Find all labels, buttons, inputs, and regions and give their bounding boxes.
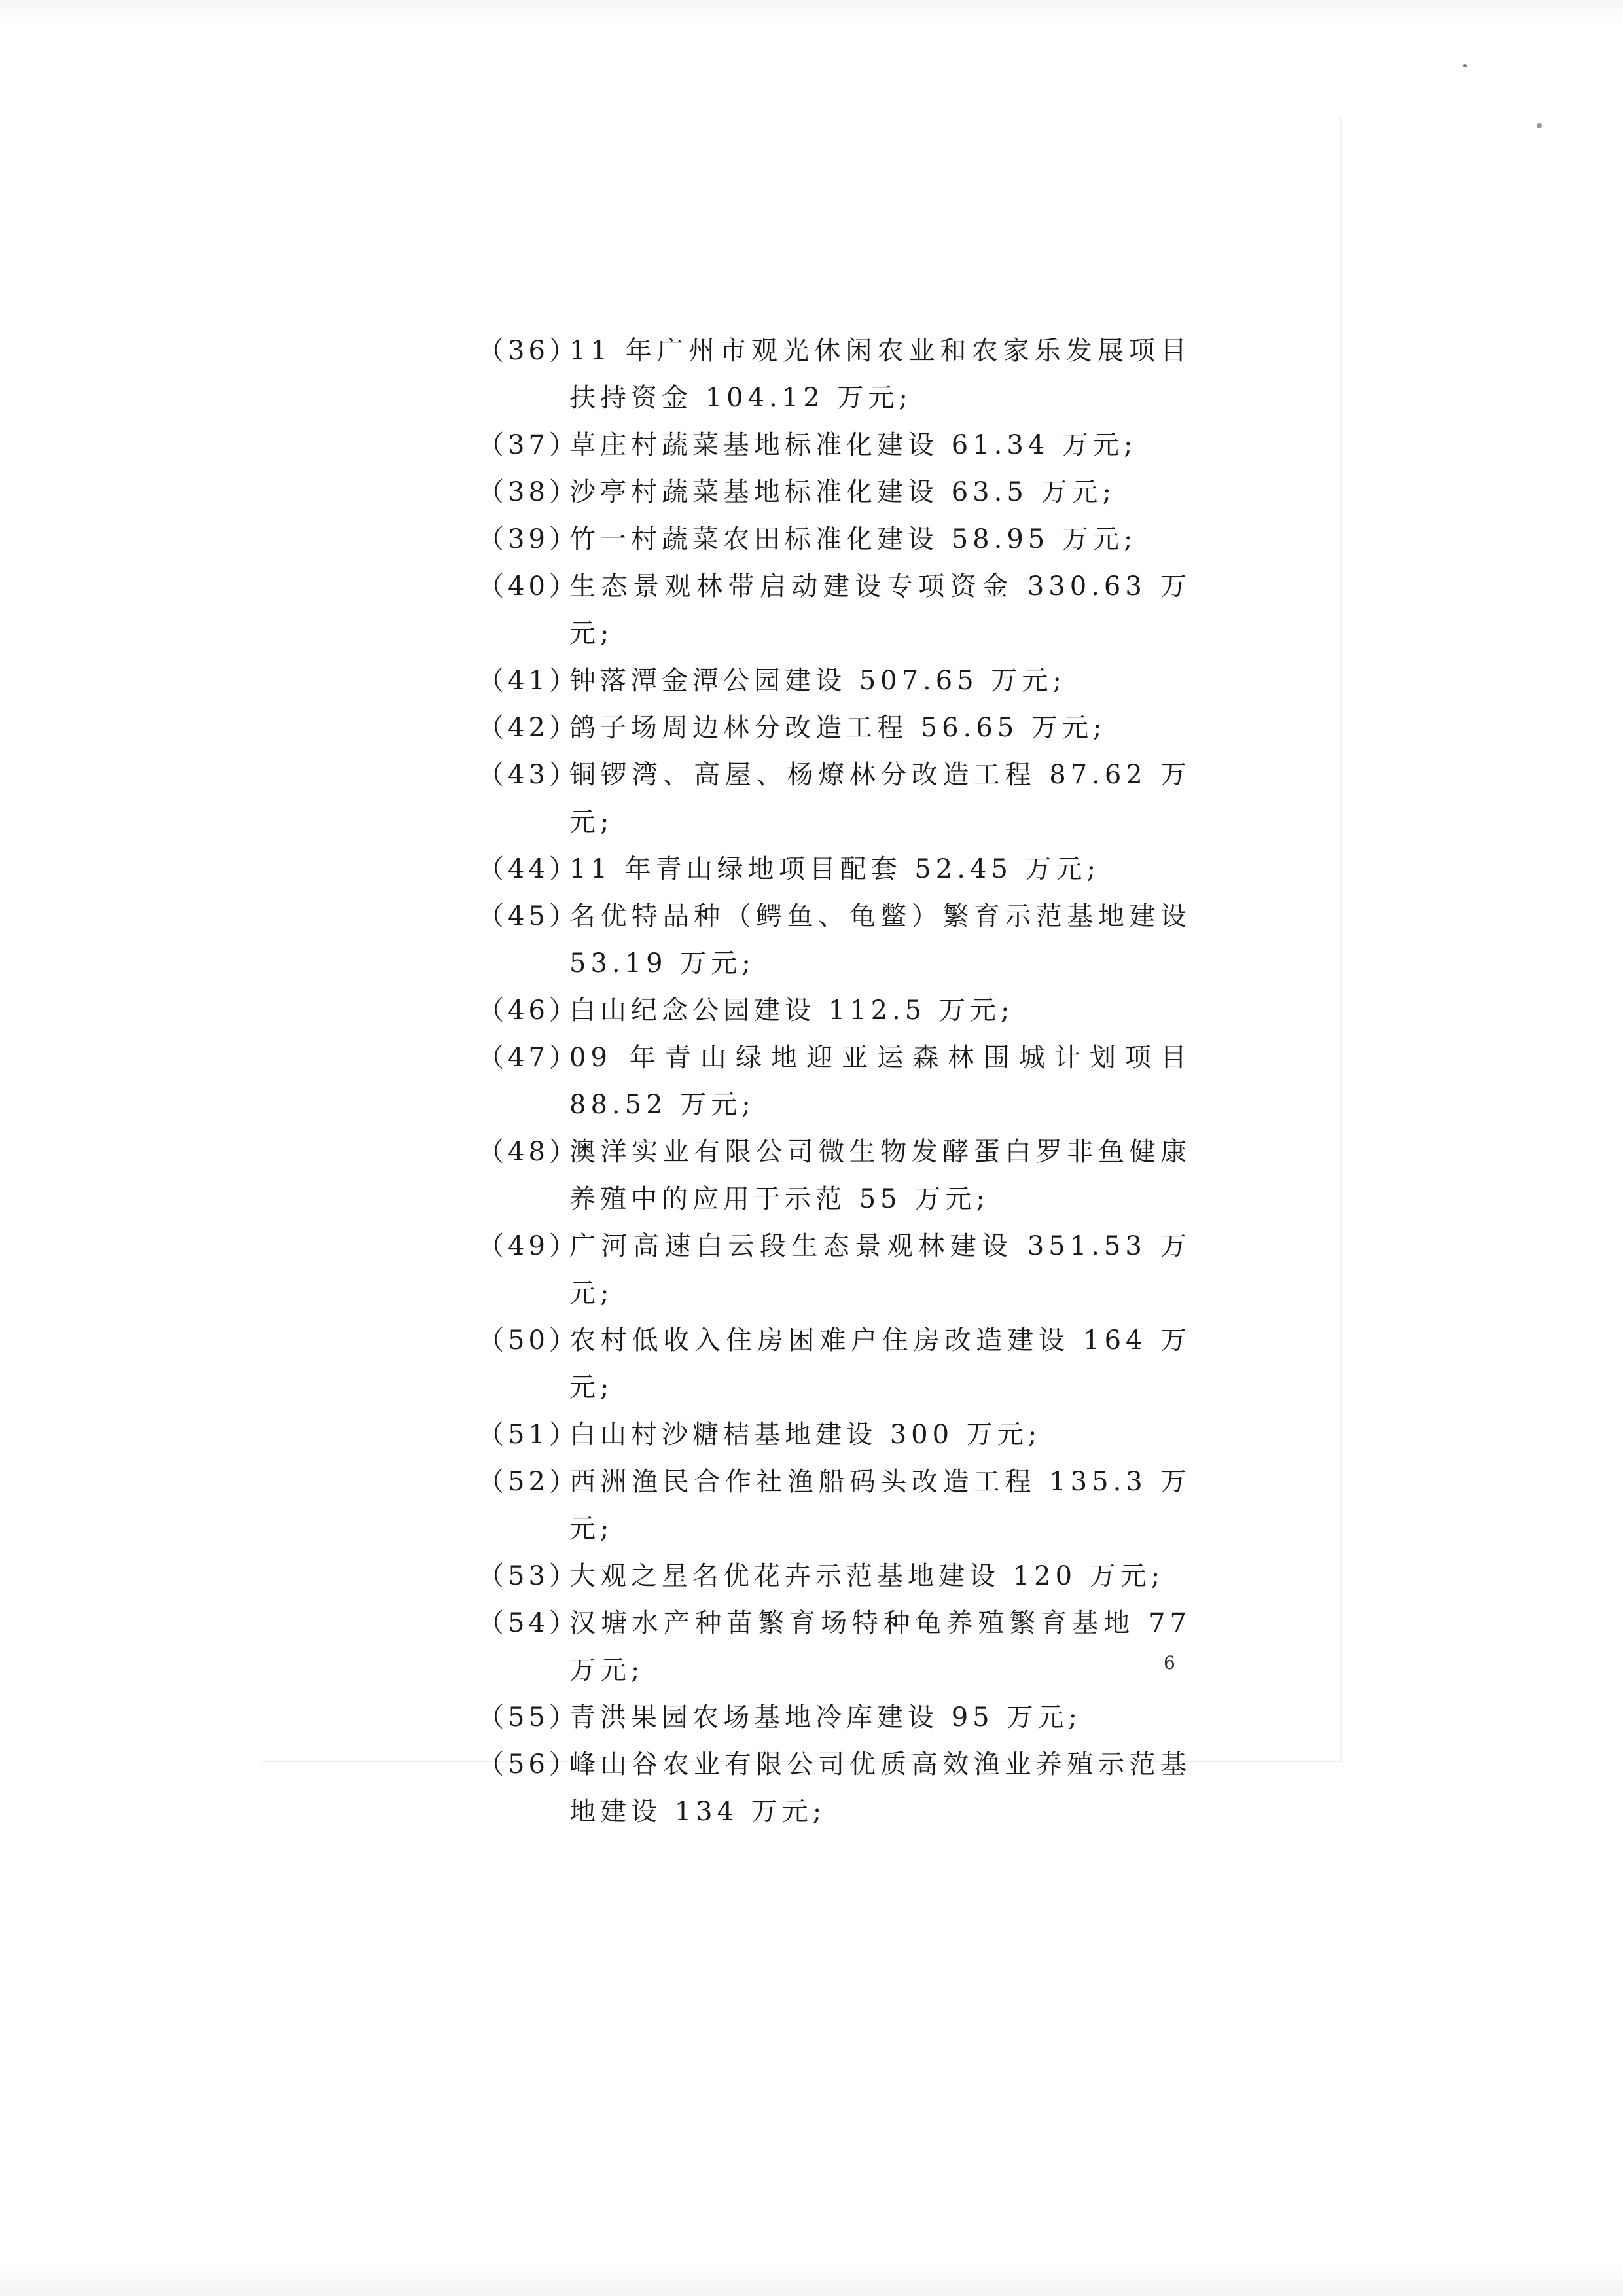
item-text: 竹一村蔬菜农田标准化建设 58.95 万元;	[569, 524, 1137, 554]
item-text: 汉塘水产种苗繁育场特种龟养殖繁育基地 77 万元;	[569, 1608, 1191, 1685]
item-text: 青洪果园农场基地冷库建设 95 万元;	[569, 1702, 1082, 1732]
list-item	[478, 563, 1191, 657]
item-number: （49）	[478, 1231, 579, 1261]
list-item	[478, 1552, 1191, 1600]
list-item	[478, 1128, 1191, 1223]
list-item	[478, 469, 1191, 516]
item-text: 沙亭村蔬菜基地标准化建设 63.5 万元;	[569, 477, 1116, 507]
item-number: （56）	[478, 1749, 579, 1780]
list-item	[478, 751, 1191, 846]
list-item	[478, 1223, 1191, 1317]
item-text: 白山纪念公园建设 112.5 万元;	[569, 996, 1014, 1026]
list-item	[478, 1317, 1191, 1411]
item-text: 草庄村蔬菜基地标准化建设 61.34 万元;	[569, 430, 1137, 460]
item-number: （36）	[478, 336, 579, 366]
item-number: （42）	[478, 713, 579, 743]
item-text: 09 年青山绿地迎亚运森林围城计划项目 88.52 万元;	[569, 1043, 1191, 1120]
item-number: （53）	[478, 1561, 579, 1591]
item-text: 峰山谷农业有限公司优质高效渔业养殖示范基地建设 134 万元;	[569, 1749, 1191, 1827]
item-number: （39）	[478, 524, 579, 554]
list-item	[478, 893, 1191, 987]
list-item	[478, 1600, 1191, 1694]
document-body	[478, 327, 1191, 1835]
item-text: 澳洋实业有限公司微生物发酵蛋白罗非鱼健康养殖中的应用于示范 55 万元;	[569, 1137, 1191, 1214]
list-item	[478, 1694, 1191, 1741]
item-number: （45）	[478, 901, 579, 931]
item-text: 生态景观林带启动建设专项资金 330.63 万元;	[569, 571, 1191, 649]
item-number: （41）	[478, 666, 579, 696]
list-item	[478, 422, 1191, 469]
scan-speck	[1463, 64, 1467, 67]
item-number: （37）	[478, 430, 579, 460]
list-item	[478, 987, 1191, 1034]
item-number: （46）	[478, 996, 579, 1026]
item-text: 钟落潭金潭公园建设 507.65 万元;	[569, 666, 1066, 696]
item-number: （38）	[478, 477, 579, 507]
item-number: （52）	[478, 1467, 579, 1497]
item-number: （48）	[478, 1137, 579, 1167]
item-text: 大观之星名优花卉示范基地建设 120 万元;	[569, 1561, 1165, 1591]
item-number: （55）	[478, 1702, 579, 1732]
list-item	[478, 846, 1191, 893]
scan-speck	[1537, 123, 1542, 128]
item-text: 西洲渔民合作社渔船码头改造工程 135.3 万元;	[569, 1467, 1191, 1544]
page-number: 6	[1164, 1652, 1175, 1674]
item-number: （47）	[478, 1043, 579, 1073]
item-number: （44）	[478, 854, 579, 884]
list-item	[478, 657, 1191, 704]
item-number: （54）	[478, 1608, 579, 1638]
item-text: 白山村沙糖桔基地建设 300 万元;	[569, 1420, 1042, 1450]
list-item	[478, 1458, 1191, 1552]
item-text: 广河高速白云段生态景观林建设 351.53 万元;	[569, 1231, 1191, 1308]
item-number: （51）	[478, 1420, 579, 1450]
list-item	[478, 1411, 1191, 1458]
list-item	[478, 516, 1191, 563]
scan-border-line-vertical	[1340, 118, 1342, 1762]
list-item	[478, 1034, 1191, 1128]
item-number: （50）	[478, 1325, 579, 1355]
item-text: 名优特品种（鳄鱼、龟鳖）繁育示范基地建设 53.19 万元;	[569, 901, 1191, 978]
item-text: 铜锣湾、高屋、杨燎林分改造工程 87.62 万元;	[569, 760, 1191, 837]
item-text: 11 年青山绿地项目配套 52.45 万元;	[569, 854, 1101, 884]
list-item	[478, 704, 1191, 751]
item-text: 农村低收入住房困难户住房改造建设 164 万元;	[569, 1325, 1191, 1403]
item-text: 鸽子场周边林分改造工程 56.65 万元;	[569, 713, 1107, 743]
list-item	[478, 327, 1191, 422]
item-number: （40）	[478, 571, 579, 601]
list-item	[478, 1741, 1191, 1835]
item-number: （43）	[478, 760, 579, 790]
item-text: 11 年广州市观光休闲农业和农家乐发展项目扶持资金 104.12 万元;	[569, 336, 1191, 413]
